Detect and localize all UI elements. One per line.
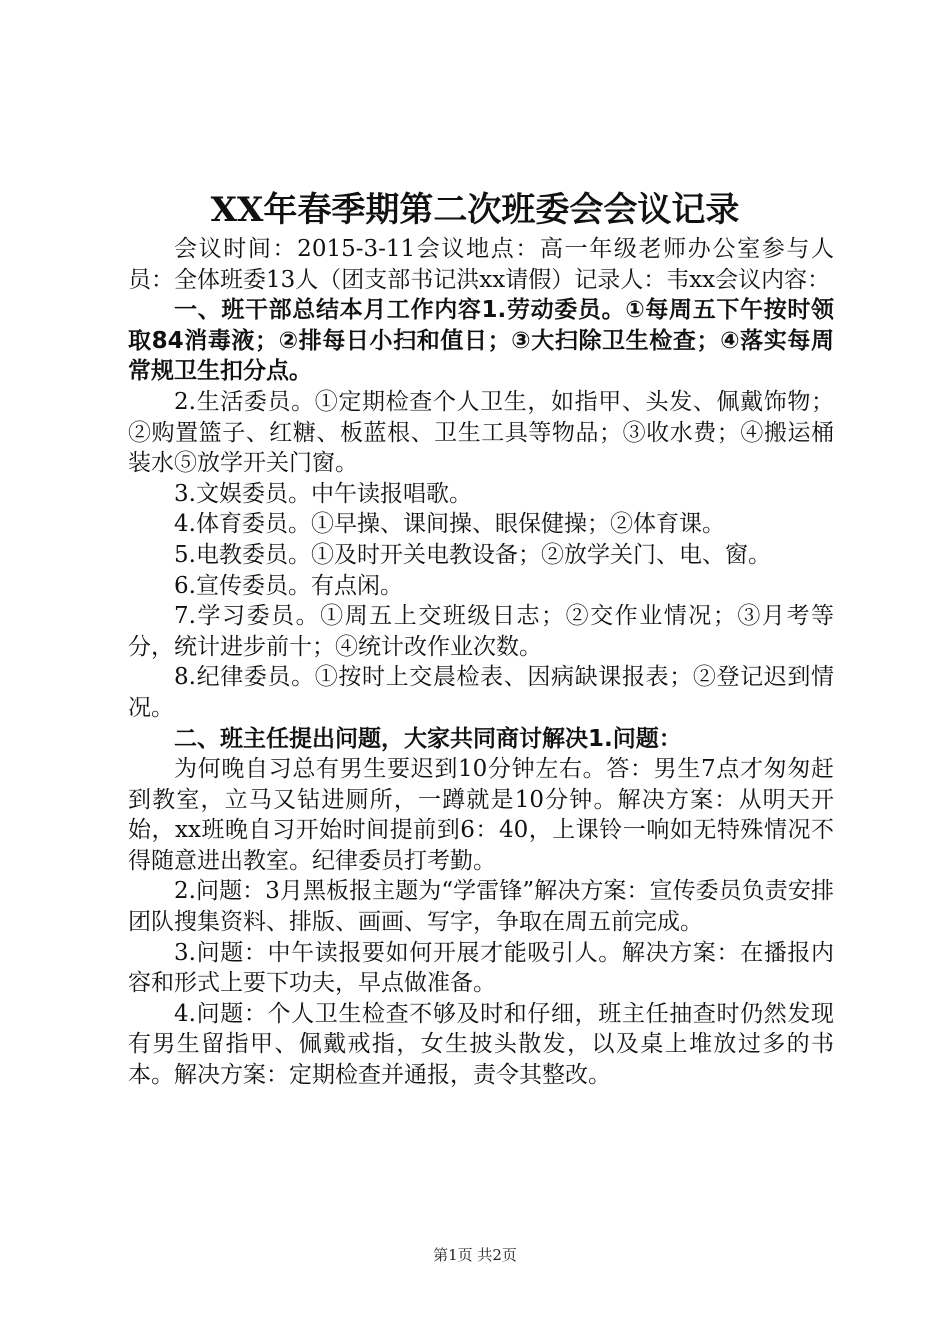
paragraph-study-committee: 7.学习委员。①周五上交班级日志；②交作业情况；③月考等分，统计进步前十；④统计改作业次数。 [128,603,834,660]
paragraph-life-committee: 2.生活委员。①定期检查个人卫生，如指甲、头发、佩戴饰物；②购置篮子、红糖、板蓝根、卫生工具等物品；③收水费；④搬运桶装水⑤放学开关门窗。 [128,388,834,477]
section-heading-1 [128,295,834,387]
paragraph-issue-4: 4.问题：个人卫生检查不够及时和仔细，班主任抽查时仍然发现有男生留指甲、佩戴戒指，女生披头散发，以及桌上堆放过多的书本。解决方案：定期检查并通报，责令其整改。 [128,1000,834,1089]
document-body [128,234,834,1091]
document-title: XX年春季期第二次班委会会议记录 [210,190,740,230]
section-heading-2-text: 二、班主任提出问题，大家共同商讨解决1.问题： [174,725,682,752]
paragraph-issue-2: 2.问题：3月黑板报主题为“学雷锋”解决方案：宣传委员负责安排团队搜集资料、排版、画画、写字，争取在周五前完成。 [128,878,834,936]
paragraph-issue-1: 为何晚自习总有男生要迟到10分钟左右。答：男生7点才匆匆赶到教室，立马又钻进厕所，一蹲就是10分钟。解决方案：从明天开始，xx班晚自习开始时间提前到6：40，上课铃一响如无特殊情况不得随意进出教室。纪律委员打考勤。 [128,756,834,874]
section-heading-1-tail: ①每周五下午按时领取84消毒液；②排每日小扫和值日；③大扫除卫生检查；④落实每周常规卫生扣分点。 [128,297,834,385]
paragraph-sports-committee: 4.体育委员。①早操、课间操、眼保健操；②体育课。 [174,511,725,538]
paragraph-publicity-committee: 6.宣传委员。有点闲。 [174,572,403,599]
page-number-footer: 第1页 共2页 [433,1246,517,1264]
paragraph-av-committee: 5.电教委员。①及时开关电教设备；②放学关门、电、窗。 [174,541,771,568]
paragraph-entertainment-committee: 3.文娱委员。中午读报唱歌。 [174,480,472,507]
section-heading-2 [128,724,834,755]
paragraph-meeting-info: 会议时间：2015-3-11会议地点：高一年级老师办公室参与人员：全体班委13人（团支部书记洪xx请假）记录人：韦xx会议内容： [128,236,834,293]
section-heading-1-text: 一、班干部总结本月工作内容1.劳动委员。 [174,297,626,324]
paragraph-discipline-committee: 8.纪律委员。①按时上交晨检表、因病缺课报表；②登记迟到情况。 [128,664,834,721]
paragraph-issue-3: 3.问题：中午读报要如何开展才能吸引人。解决方案：在播报内容和形式上要下功夫，早点做准备。 [128,939,834,997]
